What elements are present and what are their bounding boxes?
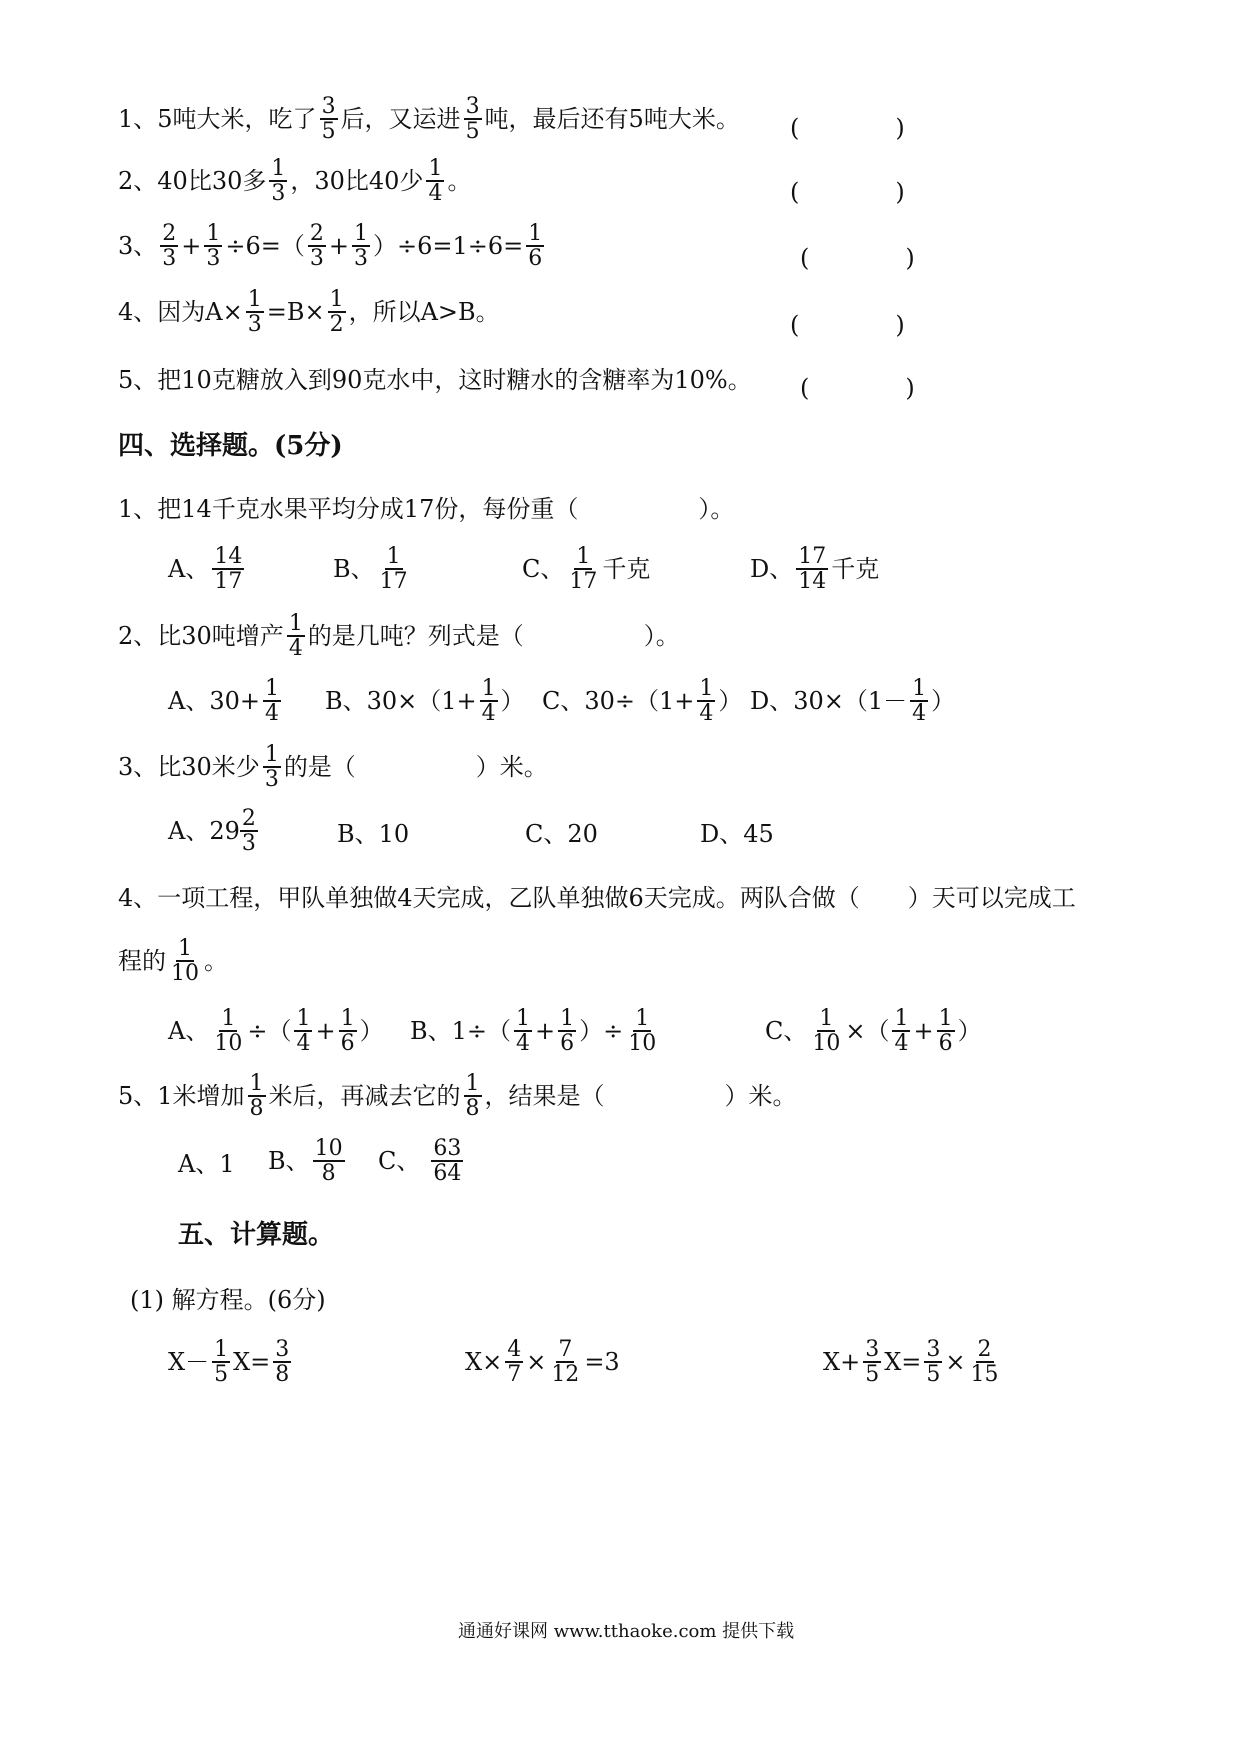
fraction xyxy=(697,677,715,725)
fraction xyxy=(480,677,498,725)
judge-item-3 xyxy=(118,222,547,270)
numerator: 14 xyxy=(214,544,243,569)
question-text: 3、比30米少 xyxy=(118,753,260,782)
item-text: =B× xyxy=(266,298,325,327)
denominator: 5 xyxy=(865,1362,880,1388)
item-text: 5吨大米，吃了 xyxy=(157,105,317,134)
numerator: 1 xyxy=(819,1006,834,1031)
denominator: 3 xyxy=(271,181,286,207)
fraction xyxy=(263,743,281,791)
numerator: 1 xyxy=(894,1006,909,1031)
question-text: 的是几吨？列式是（ ）。 xyxy=(307,622,680,651)
option-c-label[interactable]: C、 xyxy=(522,555,565,584)
fraction xyxy=(212,545,244,593)
q1-options xyxy=(168,545,247,593)
operator: ×（ xyxy=(845,1017,890,1046)
numerator: 3 xyxy=(465,94,480,119)
denominator: 5 xyxy=(926,1362,941,1388)
close-paren: ） xyxy=(500,687,525,716)
equation-text: X= xyxy=(233,1348,271,1377)
numerator: 17 xyxy=(798,544,827,569)
fraction xyxy=(426,157,444,205)
denominator: 6 xyxy=(938,1031,953,1057)
denominator: 4 xyxy=(288,636,303,662)
item-number: 2、 xyxy=(118,167,158,196)
q2-option-b xyxy=(325,677,525,725)
numerator: 2 xyxy=(241,806,256,831)
option-c-label[interactable]: C、 xyxy=(765,1017,808,1046)
numerator: 1 xyxy=(271,156,286,181)
denominator: 2 xyxy=(329,312,344,338)
equation-text: X× xyxy=(465,1348,503,1377)
answer-paren[interactable]: ( ) xyxy=(790,311,905,339)
q1-option-b xyxy=(333,545,413,593)
option-a-label[interactable]: A、29 xyxy=(168,817,240,846)
fraction xyxy=(526,222,544,270)
denominator: 6 xyxy=(340,1031,355,1057)
numerator: 1 xyxy=(465,1071,480,1096)
operator: ）÷ xyxy=(579,1017,624,1046)
numerator: 1 xyxy=(264,676,279,701)
numerator: 1 xyxy=(481,676,496,701)
fraction xyxy=(287,612,305,660)
fraction xyxy=(160,222,178,270)
q3-option-c[interactable]: C、20 xyxy=(525,820,598,848)
q4-option-c xyxy=(765,1007,982,1055)
fraction xyxy=(626,1007,658,1055)
denominator: 14 xyxy=(798,569,827,595)
q5-option-b xyxy=(268,1137,348,1185)
unit: 千克 xyxy=(602,555,651,584)
denominator: 10 xyxy=(628,1031,657,1057)
q3-option-a xyxy=(168,807,261,855)
option-a-label[interactable]: A、30+ xyxy=(168,687,260,716)
fraction xyxy=(549,1338,581,1386)
denominator: 3 xyxy=(206,246,221,272)
denominator: 8 xyxy=(275,1362,290,1388)
question-text: 5、1米增加 xyxy=(118,1082,245,1111)
numerator: 1 xyxy=(938,1006,953,1031)
item-text: 。 xyxy=(447,167,472,196)
numerator: 3 xyxy=(275,1337,290,1362)
fraction xyxy=(328,288,346,336)
question-text: ，结果是（ ）米。 xyxy=(484,1082,797,1111)
numerator: 1 xyxy=(428,156,443,181)
numerator: 1 xyxy=(516,1006,531,1031)
numerator: 1 xyxy=(354,221,368,246)
equation-text: X－ xyxy=(168,1348,210,1377)
fraction xyxy=(169,937,201,985)
equation-text: × xyxy=(945,1348,966,1377)
denominator: 4 xyxy=(516,1031,531,1057)
judge-item-5 xyxy=(118,368,752,392)
fraction xyxy=(910,677,928,725)
judge-item-1 xyxy=(118,95,740,143)
q1-option-d xyxy=(750,545,879,593)
denominator: 5 xyxy=(321,119,336,145)
denominator: 3 xyxy=(264,767,279,793)
fraction xyxy=(505,1338,523,1386)
numerator: 3 xyxy=(321,94,336,119)
item-text: ÷6=（ xyxy=(225,232,305,261)
option-a-label[interactable]: A、 xyxy=(168,555,210,584)
fraction xyxy=(431,1137,463,1185)
question-2 xyxy=(118,612,680,660)
denominator: 4 xyxy=(699,701,714,727)
answer-paren[interactable]: ( ) xyxy=(800,374,915,402)
denominator: 5 xyxy=(465,119,480,145)
numerator: 1 xyxy=(560,1006,575,1031)
option-a-label[interactable]: A、 xyxy=(168,1017,210,1046)
question-1: 1、把14千克水果平均分成17份，每份重（ ）。 xyxy=(118,495,735,523)
q4-option-b xyxy=(410,1007,661,1055)
denominator: 3 xyxy=(241,831,256,857)
numerator: 1 xyxy=(340,1006,355,1031)
denominator: 8 xyxy=(465,1096,480,1122)
fraction xyxy=(937,1007,955,1055)
equation-text: X+ xyxy=(823,1348,861,1377)
option-c-label[interactable]: C、30÷（1+ xyxy=(542,687,695,716)
denominator: 6 xyxy=(560,1031,575,1057)
close-paren: ） xyxy=(359,1017,384,1046)
numerator: 3 xyxy=(865,1337,880,1362)
fraction xyxy=(514,1007,532,1055)
q4-option-a xyxy=(168,1007,384,1055)
denominator: 4 xyxy=(428,181,443,207)
option-b-label[interactable]: B、1÷（ xyxy=(410,1017,512,1046)
fraction xyxy=(558,1007,576,1055)
footer-watermark[interactable]: 通通好课网 www.tthaoke.com 提供下载 xyxy=(458,1621,795,1642)
question-4-line1: 4、一项工程，甲队单独做4天完成，乙队单独做6天完成。两队合做（ ）天可以完成工 xyxy=(118,884,1076,912)
denominator: 17 xyxy=(379,569,408,595)
fraction xyxy=(810,1007,842,1055)
fraction xyxy=(352,222,370,270)
denominator: 12 xyxy=(551,1362,580,1388)
fraction xyxy=(924,1338,942,1386)
denominator: 15 xyxy=(970,1362,999,1388)
item-text: 吨，最后还有5吨大米。 xyxy=(484,105,740,134)
numerator: 1 xyxy=(178,936,192,961)
fraction xyxy=(248,1072,266,1120)
fraction xyxy=(567,545,599,593)
equation-text: =3 xyxy=(584,1348,620,1377)
option-b-label[interactable]: B、 xyxy=(333,555,375,584)
numerator: 1 xyxy=(912,676,927,701)
numerator: 63 xyxy=(433,1136,462,1161)
answer-paren[interactable]: ( ) xyxy=(800,244,915,272)
numerator: 1 xyxy=(699,676,714,701)
numerator: 1 xyxy=(288,611,303,636)
numerator: 10 xyxy=(314,1136,343,1161)
unit: 千克 xyxy=(831,555,880,584)
q3-option-d[interactable]: D、45 xyxy=(700,820,774,848)
item-text: ，30比40少 xyxy=(290,167,424,196)
equation-text: X= xyxy=(884,1348,922,1377)
item-text: ，所以A>B。 xyxy=(348,298,500,327)
item-number: 4、 xyxy=(118,298,158,327)
subsection-title: (1) 解方程。(6分) xyxy=(130,1286,326,1314)
judge-item-4 xyxy=(118,288,500,336)
numerator: 1 xyxy=(247,287,262,312)
equation-text: × xyxy=(526,1348,547,1377)
equation-3 xyxy=(823,1338,1004,1386)
denominator: 4 xyxy=(894,1031,909,1057)
numerator: 1 xyxy=(576,544,591,569)
fraction xyxy=(269,157,287,205)
item-number: 1、 xyxy=(118,105,158,134)
fraction xyxy=(863,1338,881,1386)
section-heading: 四、选择题。(5分) xyxy=(118,431,343,461)
denominator: 8 xyxy=(249,1096,264,1122)
option-d-label[interactable]: D、 xyxy=(750,555,794,584)
q5-option-c xyxy=(378,1137,466,1185)
close-paren: ） xyxy=(957,1017,982,1046)
close-paren: ） xyxy=(931,687,956,716)
q2-option-c xyxy=(542,677,742,725)
denominator: 4 xyxy=(264,701,279,727)
numerator: 1 xyxy=(206,221,221,246)
numerator: 1 xyxy=(221,1006,236,1031)
fraction xyxy=(464,95,482,143)
item-text: 因为A× xyxy=(157,298,243,327)
fraction xyxy=(212,1007,244,1055)
question-text: 米后，再减去它的 xyxy=(268,1082,461,1111)
numerator: 1 xyxy=(528,221,543,246)
denominator: 10 xyxy=(812,1031,841,1057)
fraction xyxy=(294,1007,312,1055)
equation-1 xyxy=(168,1338,294,1386)
denominator: 10 xyxy=(214,1031,243,1057)
question-text: 的是（ ）米。 xyxy=(283,753,548,782)
denominator: 8 xyxy=(321,1161,336,1187)
close-paren: ） xyxy=(718,687,743,716)
fraction xyxy=(212,1338,230,1386)
denominator: 5 xyxy=(214,1362,229,1388)
operator: + xyxy=(913,1017,934,1046)
denominator: 10 xyxy=(171,961,199,987)
answer-paren[interactable]: ( ) xyxy=(790,114,905,142)
option-b-label[interactable]: B、30×（1+ xyxy=(325,687,477,716)
item-text: 40比30多 xyxy=(157,167,267,196)
fraction xyxy=(313,1137,345,1185)
question-4-line2 xyxy=(118,937,228,985)
denominator: 64 xyxy=(433,1161,462,1187)
operator: + xyxy=(181,232,202,261)
denominator: 7 xyxy=(507,1362,522,1388)
operator: ÷（ xyxy=(247,1017,292,1046)
q2-option-a xyxy=(168,677,284,725)
section-heading: 五、计算题。 xyxy=(178,1220,335,1250)
fraction xyxy=(796,545,828,593)
q2-option-d xyxy=(750,677,955,725)
equation-2 xyxy=(465,1338,620,1386)
numerator: 4 xyxy=(507,1337,522,1362)
answer-paren[interactable]: ( ) xyxy=(790,178,905,206)
option-c-label[interactable]: C、 xyxy=(378,1147,421,1176)
item-text: 把10克糖放入到90克水中，这时糖水的含糖率为10%。 xyxy=(157,366,752,394)
numerator: 1 xyxy=(635,1006,650,1031)
denominator: 6 xyxy=(528,246,543,272)
q3-option-b[interactable]: B、10 xyxy=(337,820,410,848)
numerator: 1 xyxy=(296,1006,311,1031)
option-d-label[interactable]: D、30×（1－ xyxy=(750,687,908,716)
fraction xyxy=(240,807,258,855)
q5-option-a[interactable]: A、1 xyxy=(178,1150,235,1178)
numerator: 3 xyxy=(926,1337,941,1362)
fraction xyxy=(464,1072,482,1120)
fraction xyxy=(378,545,410,593)
fraction xyxy=(892,1007,910,1055)
denominator: 4 xyxy=(912,701,927,727)
numerator: 1 xyxy=(214,1337,229,1362)
numerator: 7 xyxy=(558,1337,573,1362)
q1-option-c xyxy=(522,545,650,593)
option-b-label[interactable]: B、 xyxy=(268,1147,310,1176)
denominator: 3 xyxy=(247,312,262,338)
fraction xyxy=(263,677,281,725)
denominator: 17 xyxy=(569,569,598,595)
question-text: 。 xyxy=(204,947,228,976)
operator: + xyxy=(315,1017,336,1046)
operator: + xyxy=(328,232,349,261)
fraction xyxy=(320,95,338,143)
fraction xyxy=(273,1338,291,1386)
question-3 xyxy=(118,743,548,791)
numerator: 1 xyxy=(386,544,401,569)
fraction xyxy=(969,1338,1001,1386)
denominator: 3 xyxy=(162,246,177,272)
denominator: 3 xyxy=(309,246,324,272)
denominator: 4 xyxy=(296,1031,311,1057)
item-number: 5、 xyxy=(118,366,158,394)
denominator: 4 xyxy=(481,701,496,727)
question-5 xyxy=(118,1072,797,1120)
denominator: 17 xyxy=(214,569,243,595)
fraction xyxy=(308,222,326,270)
denominator: 3 xyxy=(354,246,368,272)
fraction xyxy=(246,288,264,336)
question-text: 2、比30吨增产 xyxy=(118,622,284,651)
operator: + xyxy=(535,1017,556,1046)
question-text: 程的 xyxy=(118,947,166,976)
numerator: 2 xyxy=(162,221,177,246)
numerator: 1 xyxy=(249,1071,264,1096)
item-text: ）÷6=1÷6= xyxy=(373,232,524,261)
item-number: 3、 xyxy=(118,232,158,261)
item-text: 后，又运进 xyxy=(340,105,461,134)
fraction xyxy=(204,222,222,270)
judge-item-2 xyxy=(118,157,471,205)
numerator: 1 xyxy=(329,287,344,312)
numerator: 2 xyxy=(977,1337,992,1362)
numerator: 1 xyxy=(264,742,279,767)
fraction xyxy=(339,1007,357,1055)
numerator: 2 xyxy=(309,221,324,246)
